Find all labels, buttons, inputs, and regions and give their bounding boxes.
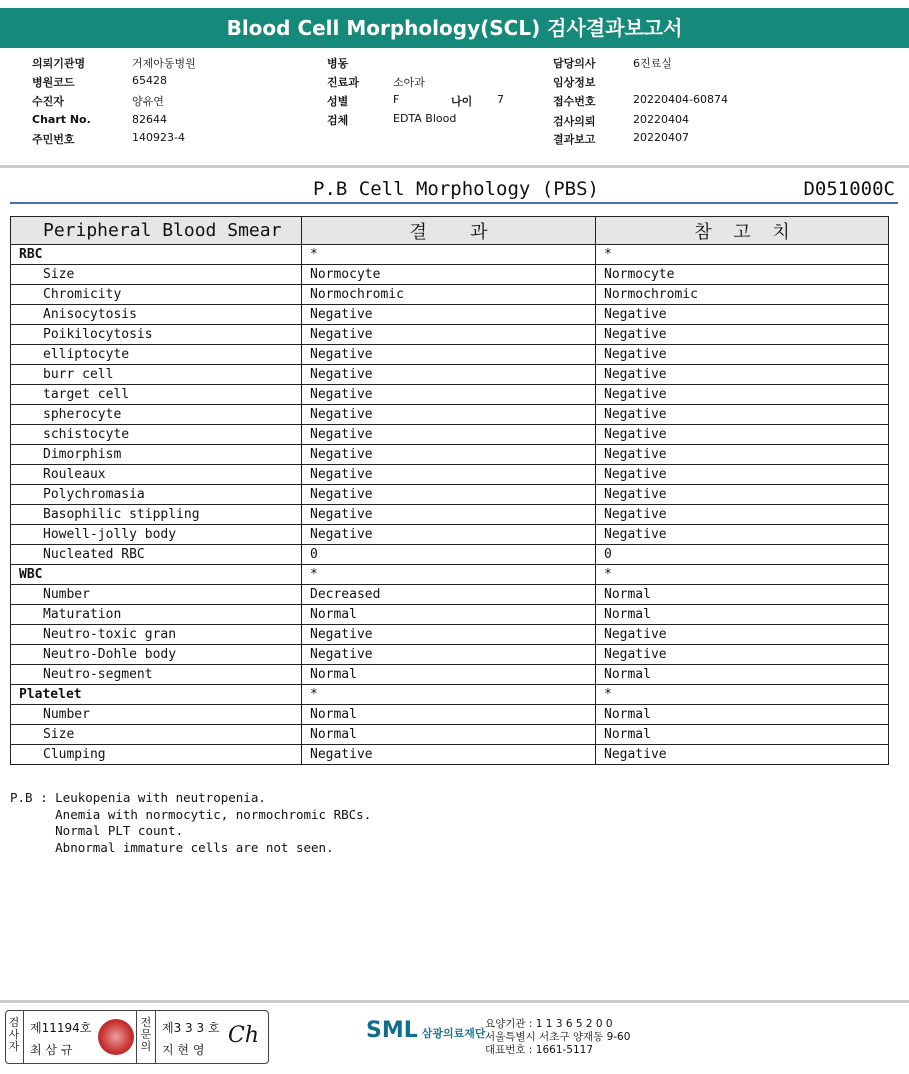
- item-name: burr cell: [11, 365, 302, 385]
- result-value: Negative: [302, 325, 596, 345]
- item-name: Polychromasia: [11, 485, 302, 505]
- group-name: WBC: [11, 565, 302, 585]
- result-value: Negative: [302, 305, 596, 325]
- reference-value: Negative: [596, 645, 889, 665]
- result-value: Negative: [302, 525, 596, 545]
- result-value: Negative: [302, 745, 596, 765]
- reference-value: Normochromic: [596, 285, 889, 305]
- table-row: [11, 425, 889, 445]
- item-name: Clumping: [11, 745, 302, 765]
- item-name: Nucleated RBC: [11, 545, 302, 565]
- specialist-number: 제3 3 3 호: [162, 1021, 220, 1035]
- result-value: Negative: [302, 465, 596, 485]
- reference-value: Negative: [596, 345, 889, 365]
- info-value: F: [393, 93, 400, 106]
- result-value: Negative: [302, 365, 596, 385]
- info-label: 임상정보: [553, 76, 596, 89]
- group-name: Platelet: [11, 685, 302, 705]
- tester-label: 검사자: [8, 1016, 20, 1053]
- table-row: [11, 545, 889, 565]
- lab-location: 서울특별시 서초구 양재동 9-60: [485, 1031, 631, 1043]
- reference-value: Negative: [596, 425, 889, 445]
- header-reference: 참 고 치: [596, 217, 889, 245]
- info-label: 성별: [327, 95, 349, 108]
- table-row: [11, 325, 889, 345]
- result-value: Negative: [302, 385, 596, 405]
- info-label: 병원코드: [32, 76, 75, 89]
- reference-value: Normal: [596, 665, 889, 685]
- reference-value: Normal: [596, 725, 889, 745]
- header-item: Peripheral Blood Smear: [11, 217, 302, 245]
- reference-value: Negative: [596, 365, 889, 385]
- info-label: 결과보고: [553, 133, 596, 146]
- reference-value: *: [596, 685, 889, 705]
- info-value: 소아과: [393, 76, 425, 89]
- result-value: Normal: [302, 725, 596, 745]
- reference-value: Normocyte: [596, 265, 889, 285]
- result-value: Normal: [302, 705, 596, 725]
- result-value: 0: [302, 545, 596, 565]
- result-value: Negative: [302, 505, 596, 525]
- table-row: [11, 565, 889, 585]
- reference-value: *: [596, 565, 889, 585]
- result-value: *: [302, 565, 596, 585]
- logo-mark: SML: [366, 1018, 418, 1043]
- item-name: elliptocyte: [11, 345, 302, 365]
- divider: [155, 1011, 156, 1063]
- table-row: [11, 285, 889, 305]
- table-row: [11, 405, 889, 425]
- info-value: 65428: [132, 74, 167, 87]
- item-name: Neutro-segment: [11, 665, 302, 685]
- result-value: Normal: [302, 665, 596, 685]
- logo-text: 삼광의료재단: [421, 1027, 486, 1040]
- item-name: Neutro-toxic gran: [11, 625, 302, 645]
- reference-value: Negative: [596, 445, 889, 465]
- reference-value: Normal: [596, 705, 889, 725]
- group-name: RBC: [11, 245, 302, 265]
- table-row: [11, 365, 889, 385]
- table-row: [11, 265, 889, 285]
- reference-value: Negative: [596, 405, 889, 425]
- result-value: Negative: [302, 485, 596, 505]
- item-name: spherocyte: [11, 405, 302, 425]
- lab-phone: 대표번호 : 1661-5117: [485, 1044, 594, 1056]
- item-name: Size: [11, 725, 302, 745]
- item-name: Number: [11, 585, 302, 605]
- reference-value: Negative: [596, 625, 889, 645]
- section-title: P.B Cell Morphology (PBS): [313, 178, 599, 200]
- result-value: Negative: [302, 425, 596, 445]
- table-row: [11, 705, 889, 725]
- item-name: Number: [11, 705, 302, 725]
- info-value: 거제아동병원: [132, 57, 196, 70]
- section-underline: [10, 202, 898, 204]
- result-value: *: [302, 685, 596, 705]
- info-label: 수진자: [32, 95, 64, 108]
- table-header: [11, 217, 889, 245]
- patient-info: [0, 55, 909, 165]
- result-value: *: [302, 245, 596, 265]
- table-row: [11, 665, 889, 685]
- info-label: 검체: [327, 114, 349, 127]
- result-value: Normochromic: [302, 285, 596, 305]
- reference-value: Negative: [596, 385, 889, 405]
- result-value: Negative: [302, 445, 596, 465]
- tester-number: 제11194호: [30, 1021, 92, 1035]
- result-value: Negative: [302, 645, 596, 665]
- table-row: [11, 305, 889, 325]
- item-name: Size: [11, 265, 302, 285]
- item-name: Chromicity: [11, 285, 302, 305]
- result-value: Normocyte: [302, 265, 596, 285]
- specialist-name: 지 현 영: [162, 1043, 205, 1057]
- info-label: 담당의사: [553, 57, 596, 70]
- reference-value: Negative: [596, 485, 889, 505]
- reference-value: Negative: [596, 525, 889, 545]
- info-value: EDTA Blood: [393, 112, 457, 125]
- table-row: [11, 385, 889, 405]
- item-name: Basophilic stippling: [11, 505, 302, 525]
- reference-value: Negative: [596, 465, 889, 485]
- info-value: 82644: [132, 113, 167, 126]
- section-code: D051000C: [803, 178, 895, 200]
- info-value: 20220407: [633, 131, 689, 144]
- info-label: 의뢰기관명: [32, 57, 86, 70]
- result-value: Normal: [302, 605, 596, 625]
- table-row: [11, 245, 889, 265]
- reference-value: Negative: [596, 745, 889, 765]
- result-value: Negative: [302, 345, 596, 365]
- lab-address: [485, 1018, 630, 1057]
- table-row: [11, 605, 889, 625]
- reference-value: *: [596, 245, 889, 265]
- lab-code: 요양기관 : 1 1 3 6 5 2 0 0: [485, 1018, 613, 1030]
- table-row: [11, 525, 889, 545]
- table-row: [11, 345, 889, 365]
- divider: [23, 1011, 24, 1063]
- reference-value: Normal: [596, 605, 889, 625]
- divider: [0, 165, 909, 168]
- table-row: [11, 465, 889, 485]
- sml-logo: [366, 1018, 486, 1043]
- info-label: 접수번호: [553, 95, 596, 108]
- info-label: Chart No.: [32, 113, 91, 126]
- info-label: 진료과: [327, 76, 359, 89]
- signature-box: [5, 1010, 269, 1064]
- age-label: 나이: [451, 95, 473, 108]
- info-value: 6진료실: [633, 57, 672, 70]
- result-value: Negative: [302, 405, 596, 425]
- info-label: 검사의뢰: [553, 115, 596, 128]
- info-value: 20220404-60874: [633, 93, 728, 106]
- seal-icon: [98, 1019, 134, 1055]
- item-name: target cell: [11, 385, 302, 405]
- table-row: [11, 625, 889, 645]
- table-row: [11, 485, 889, 505]
- item-name: schistocyte: [11, 425, 302, 445]
- info-value: 140923-4: [132, 131, 185, 144]
- item-name: Dimorphism: [11, 445, 302, 465]
- info-value: 20220404: [633, 113, 689, 126]
- table-row: [11, 645, 889, 665]
- table-row: [11, 745, 889, 765]
- reference-value: Negative: [596, 305, 889, 325]
- age-value: 7: [497, 93, 504, 106]
- info-value: 양유연: [132, 95, 164, 108]
- header-result: 결 과: [302, 217, 596, 245]
- footer-divider: [0, 1000, 909, 1003]
- specialist-label: 전문의: [140, 1016, 152, 1053]
- reference-value: 0: [596, 545, 889, 565]
- reference-value: Negative: [596, 505, 889, 525]
- reference-value: Normal: [596, 585, 889, 605]
- table-row: [11, 585, 889, 605]
- results-table: [10, 216, 889, 765]
- item-name: Maturation: [11, 605, 302, 625]
- item-name: Anisocytosis: [11, 305, 302, 325]
- divider: [136, 1011, 137, 1063]
- report-title: Blood Cell Morphology(SCL) 검사결과보고서: [0, 8, 909, 48]
- result-value: Negative: [302, 625, 596, 645]
- item-name: Howell-jolly body: [11, 525, 302, 545]
- table-row: [11, 445, 889, 465]
- table-row: [11, 505, 889, 525]
- item-name: Neutro-Dohle body: [11, 645, 302, 665]
- item-name: Rouleaux: [11, 465, 302, 485]
- tester-name: 최 삼 규: [30, 1043, 73, 1057]
- reference-value: Negative: [596, 325, 889, 345]
- result-value: Decreased: [302, 585, 596, 605]
- table-row: [11, 685, 889, 705]
- table-row: [11, 725, 889, 745]
- signature: Ch: [228, 1023, 260, 1048]
- info-label: 주민번호: [32, 133, 75, 146]
- remark-text: P.B : Leukopenia with neutropenia. Anemia with normocytic, normochromic RBCs. Normal PLT count. Abnormal immature cells are not seen.: [10, 790, 372, 855]
- item-name: Poikilocytosis: [11, 325, 302, 345]
- info-label: 병동: [327, 57, 349, 70]
